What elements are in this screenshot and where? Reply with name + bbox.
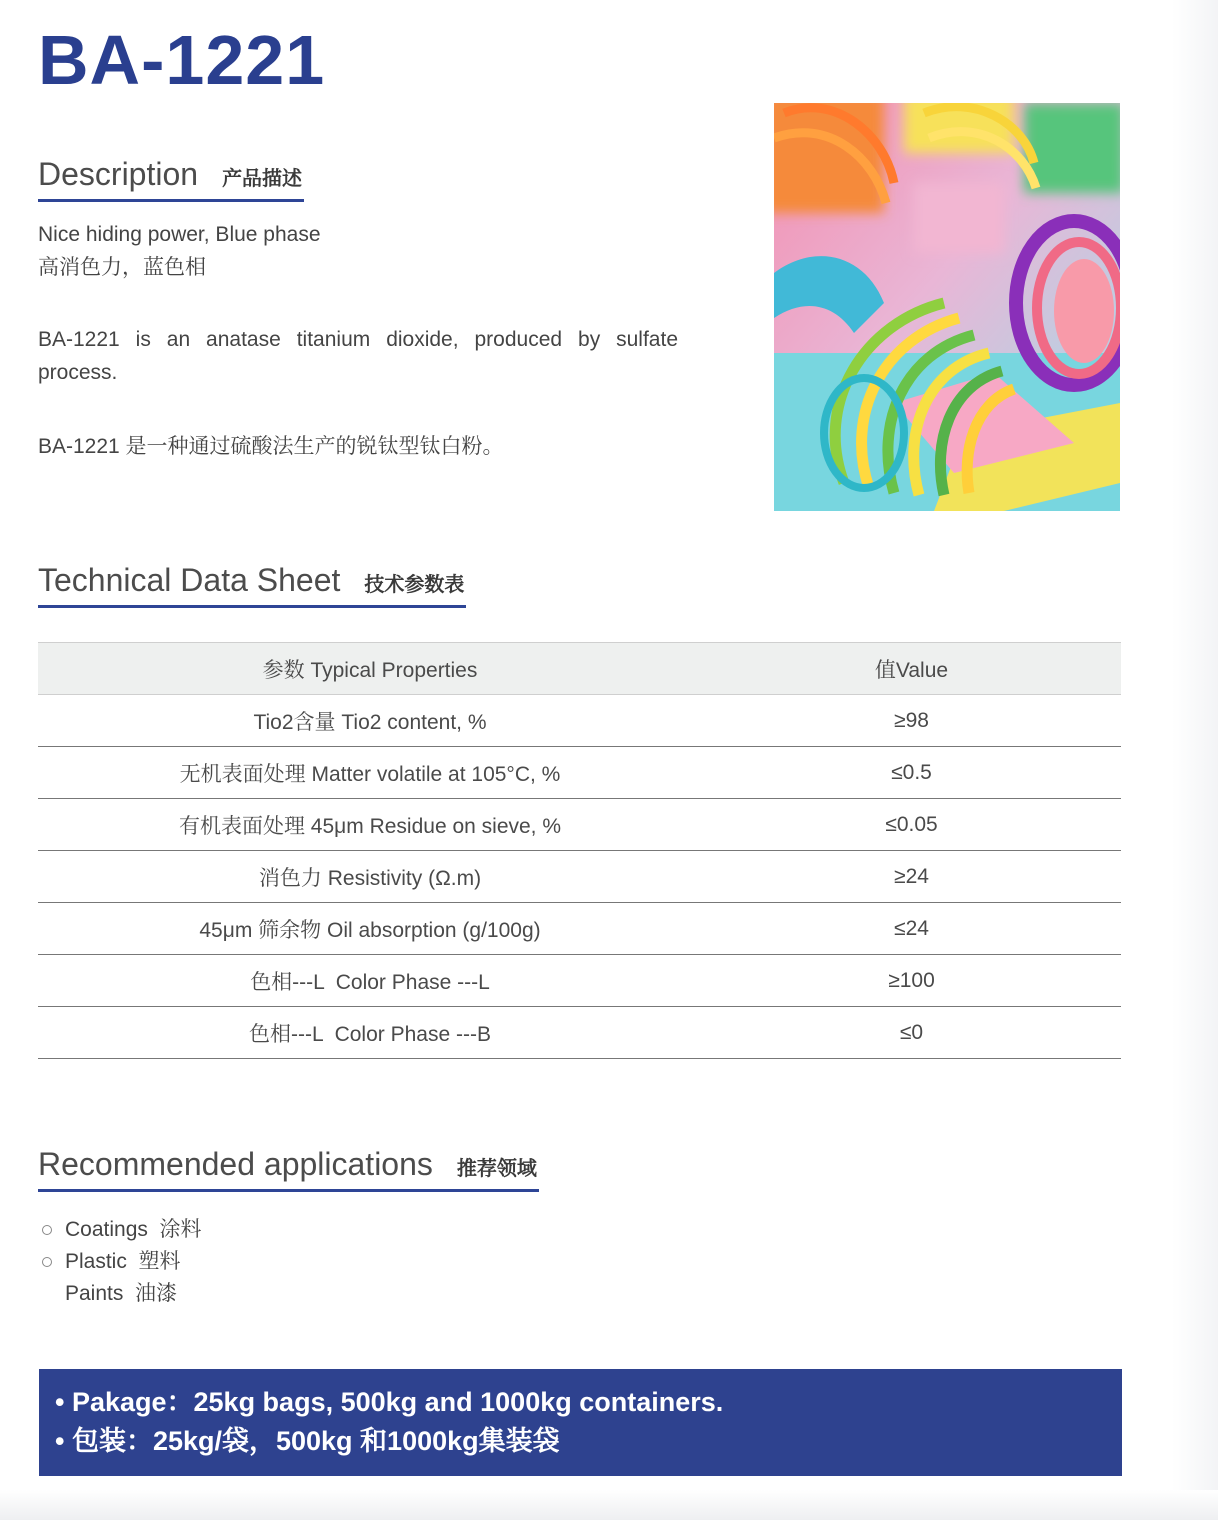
table-row — [38, 903, 1121, 955]
table-row — [38, 851, 1121, 903]
circle-bullet-icon — [42, 1257, 52, 1267]
description-line-en: Nice hiding power, Blue phase — [38, 223, 321, 246]
package-line-zh: • 包装：25kg/袋，500kg 和1000kg集装袋 — [55, 1426, 560, 1456]
applications-heading — [38, 1146, 539, 1192]
list-item — [38, 1214, 202, 1246]
value-cell: ≤0.05 — [702, 799, 1121, 851]
application-label: Paints 油漆 — [65, 1282, 178, 1305]
tds-heading — [38, 562, 466, 608]
description-heading-zh: 产品描述 — [222, 168, 303, 190]
tds-heading-zh: 技术参数表 — [364, 574, 465, 596]
value-cell: ≤0 — [702, 1007, 1121, 1059]
applications-list — [38, 1214, 202, 1310]
table-row — [38, 747, 1121, 799]
property-cell: 有机表面处理 45μm Residue on sieve, % — [38, 799, 702, 851]
property-cell: 无机表面处理 Matter volatile at 105°C, % — [38, 747, 702, 799]
tds-heading-en: Technical Data Sheet — [38, 562, 341, 598]
property-cell: 消色力 Resistivity (Ω.m) — [38, 851, 702, 903]
list-item — [38, 1246, 202, 1278]
applications-heading-en: Recommended applications — [38, 1146, 433, 1182]
application-label: Coatings 涂料 — [65, 1218, 202, 1241]
package-line-en: • Pakage：25kg bags, 500kg and 1000kg containers. — [55, 1387, 724, 1417]
table-row — [38, 799, 1121, 851]
page-edge-shade — [1172, 0, 1218, 1520]
description-line-zh: 高消色力，蓝色相 — [38, 256, 206, 279]
table-row — [38, 695, 1121, 747]
applications-heading-zh: 推荐领域 — [456, 1158, 537, 1180]
description-paragraph-zh: BA-1221 是一种通过硫酸法生产的锐钛型钛白粉。 — [38, 435, 504, 458]
description-heading-en: Description — [38, 156, 199, 192]
package-banner — [39, 1369, 1122, 1476]
circle-bullet-icon — [42, 1225, 52, 1235]
list-item — [38, 1278, 202, 1310]
description-summary — [38, 218, 678, 284]
table-row — [38, 955, 1121, 1007]
property-cell: 色相---L Color Phase ---L — [38, 955, 702, 1007]
column-header-property: 参数 Typical Properties — [38, 643, 702, 695]
value-cell: ≤0.5 — [702, 747, 1121, 799]
product-title: BA-1221 — [38, 21, 326, 99]
description-heading — [38, 156, 304, 202]
technical-data-table — [38, 642, 1121, 1059]
value-cell: ≤24 — [702, 903, 1121, 955]
application-label: Plastic 塑料 — [65, 1250, 181, 1273]
value-cell: ≥98 — [702, 695, 1121, 747]
description-paragraph-en: BA-1221 is an anatase titanium dioxide, produced by sulfate process. — [38, 328, 678, 384]
colorful-coils-illustration — [774, 103, 1120, 511]
page-bottom-shade — [0, 1490, 1218, 1520]
property-cell: 45μm 筛余物 Oil absorption (g/100g) — [38, 903, 702, 955]
table-header-row — [38, 643, 1121, 695]
column-header-value: 值Value — [702, 643, 1121, 695]
value-cell: ≥24 — [702, 851, 1121, 903]
property-cell: Tio2含量 Tio2 content, % — [38, 695, 702, 747]
value-cell: ≥100 — [702, 955, 1121, 1007]
property-cell: 色相---L Color Phase ---B — [38, 1007, 702, 1059]
product-hero-image — [774, 103, 1120, 511]
table-row — [38, 1007, 1121, 1059]
